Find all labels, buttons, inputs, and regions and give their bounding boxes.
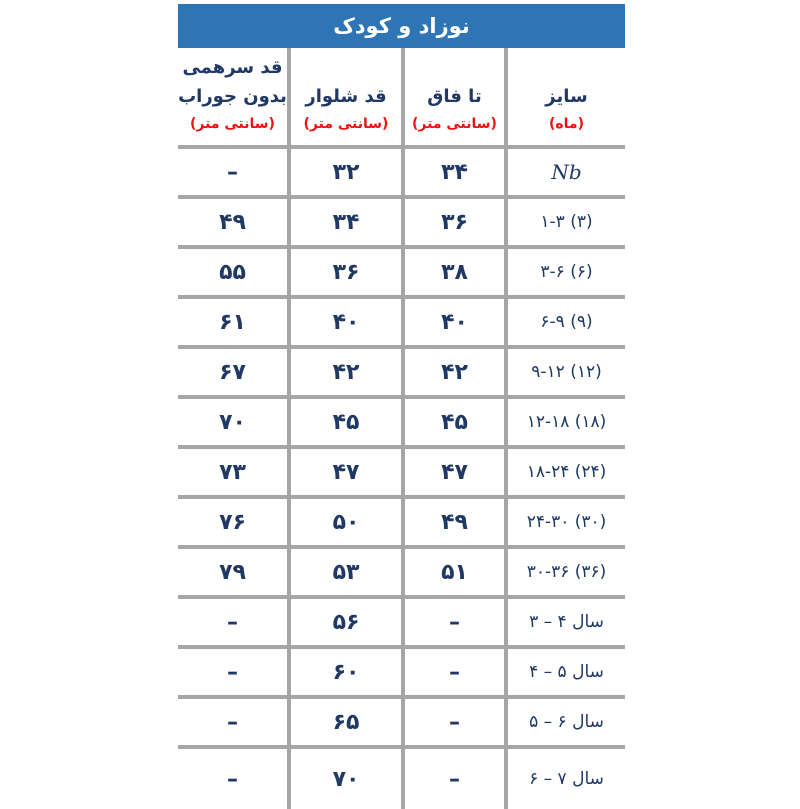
cell-rise: – [403,747,506,809]
cell-size [506,397,625,447]
size-chart [178,4,625,809]
cell-pants: ۳۴ [289,197,403,247]
cell-jumpsuit: – [178,647,289,697]
size-value: ۲۴-۳۰ (۳۰) [526,512,607,532]
size-value: ۴ – ۵ سال [529,662,604,682]
cell-jumpsuit: ۷۰ [178,397,289,447]
cell-rise: – [403,647,506,697]
size-value: Nb [551,160,582,184]
table-row [178,497,625,547]
size-value: ۱۲-۱۸ (۱۸) [526,412,607,432]
col-jumpsuit-unit: (سانتی متر) [190,116,275,132]
col-header-jumpsuit [178,48,289,147]
cell-pants: ۶۰ [289,647,403,697]
cell-rise: ۵۱ [403,547,506,597]
cell-size [506,697,625,747]
col-header-pants [289,48,403,147]
col-rise-unit: (سانتی متر) [412,116,497,132]
size-value: ۶ – ۷ سال [529,769,604,789]
cell-jumpsuit: – [178,147,289,197]
cell-jumpsuit: ۴۹ [178,197,289,247]
table-row [178,297,625,347]
cell-rise: ۴۹ [403,497,506,547]
cell-size [506,497,625,547]
col-jumpsuit-label2: بدون جوراب [178,86,287,107]
size-table [178,48,625,809]
cell-pants: ۶۵ [289,697,403,747]
cell-pants: ۳۶ [289,247,403,297]
cell-pants: ۵۳ [289,547,403,597]
table-row [178,697,625,747]
cell-size [506,147,625,197]
cell-jumpsuit: ۶۷ [178,347,289,397]
size-value: ۳-۶ (۶) [540,262,593,282]
cell-rise: – [403,697,506,747]
cell-jumpsuit: – [178,597,289,647]
table-row [178,647,625,697]
size-value: ۳ – ۴ سال [529,612,604,632]
cell-jumpsuit: – [178,697,289,747]
cell-pants: ۴۷ [289,447,403,497]
cell-jumpsuit: ۷۳ [178,447,289,497]
table-header [178,48,625,147]
table-body [178,147,625,809]
size-value: ۱-۳ (۳) [540,212,593,232]
header-row [178,48,625,147]
cell-size [506,297,625,347]
cell-rise: ۳۶ [403,197,506,247]
cell-rise: – [403,597,506,647]
cell-size [506,197,625,247]
cell-size [506,247,625,297]
col-header-rise [403,48,506,147]
table-row [178,447,625,497]
size-value: ۳۰-۳۶ (۳۶) [526,562,607,582]
cell-jumpsuit: ۷۹ [178,547,289,597]
cell-jumpsuit: ۶۱ [178,297,289,347]
cell-rise: ۴۰ [403,297,506,347]
cell-rise: ۳۸ [403,247,506,297]
cell-pants: ۴۵ [289,397,403,447]
table-row [178,547,625,597]
table-row [178,397,625,447]
cell-rise: ۴۲ [403,347,506,397]
cell-pants: ۴۰ [289,297,403,347]
size-value: ۹-۱۲ (۱۲) [531,362,602,382]
cell-jumpsuit: ۷۶ [178,497,289,547]
cell-pants: ۳۲ [289,147,403,197]
size-value: ۵ – ۶ سال [529,712,604,732]
col-rise-label: تا فاق [427,86,482,107]
cell-jumpsuit: – [178,747,289,809]
cell-size [506,647,625,697]
col-jumpsuit-label: قد سرهمی [182,57,283,78]
col-size-unit: (ماه) [549,116,584,132]
cell-rise: ۴۵ [403,397,506,447]
cell-pants: ۷۰ [289,747,403,809]
cell-pants: ۵۶ [289,597,403,647]
cell-size [506,547,625,597]
table-row [178,597,625,647]
cell-rise: ۴۷ [403,447,506,497]
cell-size [506,347,625,397]
cell-size [506,447,625,497]
cell-pants: ۴۲ [289,347,403,397]
table-row [178,197,625,247]
cell-jumpsuit: ۵۵ [178,247,289,297]
cell-rise: ۳۴ [403,147,506,197]
size-value: ۱۸-۲۴ (۲۴) [526,462,607,482]
chart-title-bar [178,4,625,48]
col-header-size [506,48,625,147]
cell-pants: ۵۰ [289,497,403,547]
col-size-label: سایز [545,86,588,107]
chart-title: نوزاد و کودک [333,14,470,38]
size-value: ۶-۹ (۹) [540,312,593,332]
table-row [178,247,625,297]
col-pants-unit: (سانتی متر) [303,116,389,132]
table-row [178,147,625,197]
cell-size [506,597,625,647]
col-pants-label: قد شلوار [305,86,387,107]
table-row [178,347,625,397]
